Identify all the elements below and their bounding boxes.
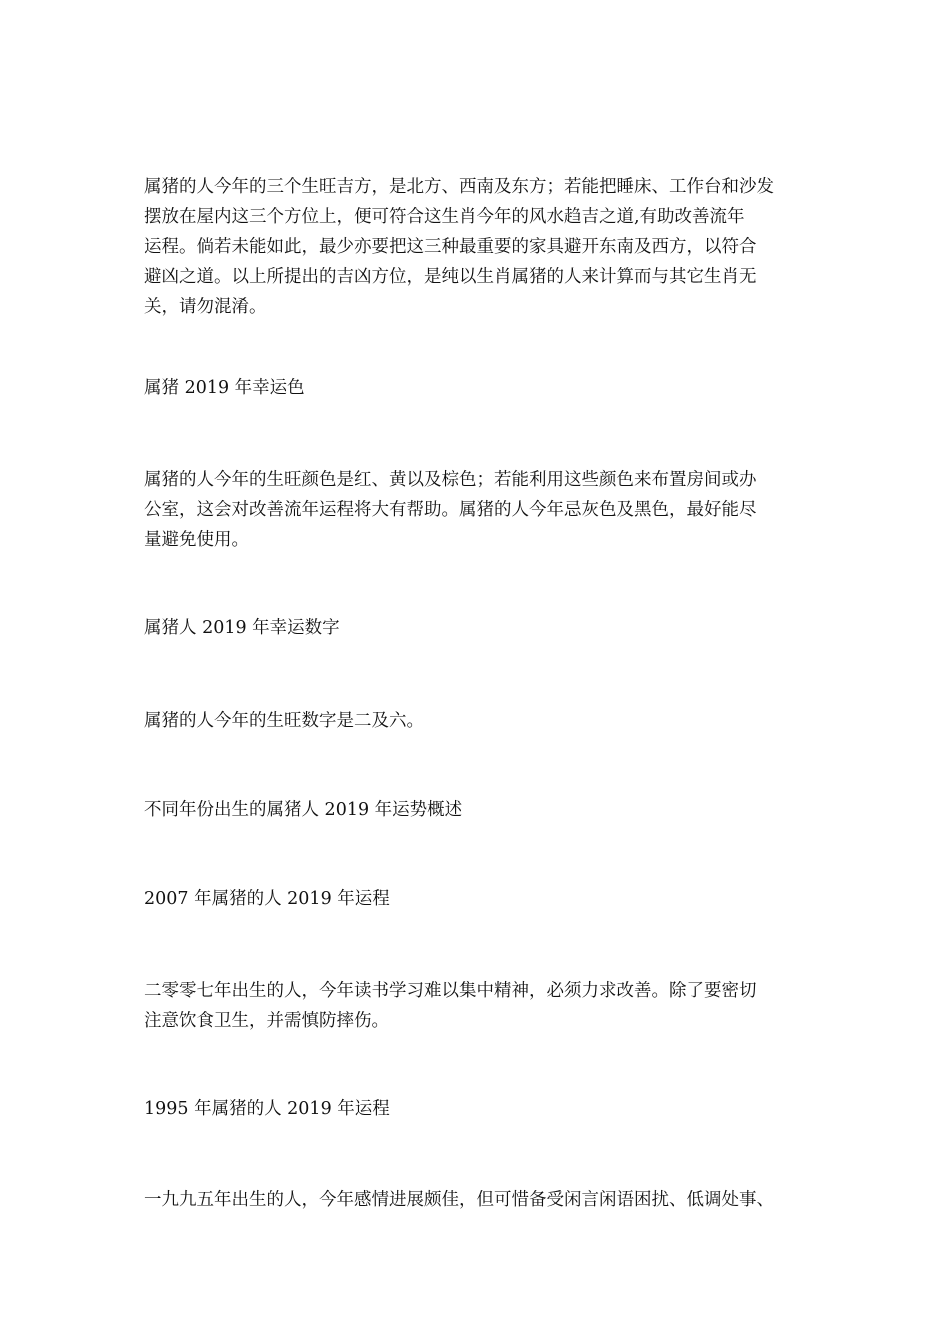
paragraph-lucky-color xyxy=(144,465,814,555)
text-line: 关，请勿混淆。 xyxy=(144,297,267,317)
text-line: 属猪的人今年的生旺数字是二及六。 xyxy=(144,711,424,731)
text-line: 属猪的人今年的三个生旺吉方，是北方、西南及东方；若能把睡床、工作台和沙发 xyxy=(144,177,774,197)
paragraph-2007 xyxy=(144,976,814,1036)
paragraph-1995 xyxy=(144,1185,814,1215)
heading-lucky-number xyxy=(144,613,814,643)
heading-overview xyxy=(144,795,814,825)
text-line: 避凶之道。以上所提出的吉凶方位，是纯以生肖属猪的人来计算而与其它生肖无 xyxy=(144,267,757,287)
heading-text: 属猪人 2019 年幸运数字 xyxy=(144,618,340,638)
text-line: 公室，这会对改善流年运程将大有帮助。属猪的人今年忌灰色及黑色，最好能尽 xyxy=(144,500,757,520)
heading-text: 属猪 2019 年幸运色 xyxy=(144,378,305,398)
paragraph-lucky-directions xyxy=(144,172,814,322)
heading-2007 xyxy=(144,884,814,914)
document-page xyxy=(144,0,814,1344)
text-line: 摆放在屋内这三个方位上，便可符合这生肖今年的风水趋吉之道,有助改善流年 xyxy=(144,207,745,227)
heading-text: 2007 年属猪的人 2019 年运程 xyxy=(144,889,390,909)
heading-1995 xyxy=(144,1094,814,1124)
text-line: 注意饮食卫生，并需慎防摔伤。 xyxy=(144,1011,389,1031)
heading-text: 不同年份出生的属猪人 2019 年运势概述 xyxy=(144,800,463,820)
text-line: 二零零七年出生的人，今年读书学习难以集中精神，必须力求改善。除了要密切 xyxy=(144,981,757,1001)
text-line: 量避免使用。 xyxy=(144,530,249,550)
text-line: 运程。倘若未能如此，最少亦要把这三种最重要的家具避开东南及西方，以符合 xyxy=(144,237,757,257)
heading-lucky-color xyxy=(144,373,814,403)
text-line: 属猪的人今年的生旺颜色是红、黄以及棕色；若能利用这些颜色来布置房间或办 xyxy=(144,470,757,490)
paragraph-lucky-number xyxy=(144,706,814,736)
heading-text: 1995 年属猪的人 2019 年运程 xyxy=(144,1099,390,1119)
text-line: 一九九五年出生的人，今年感情进展颇佳，但可惜备受闲言闲语困扰、低调处事、 xyxy=(144,1190,774,1210)
